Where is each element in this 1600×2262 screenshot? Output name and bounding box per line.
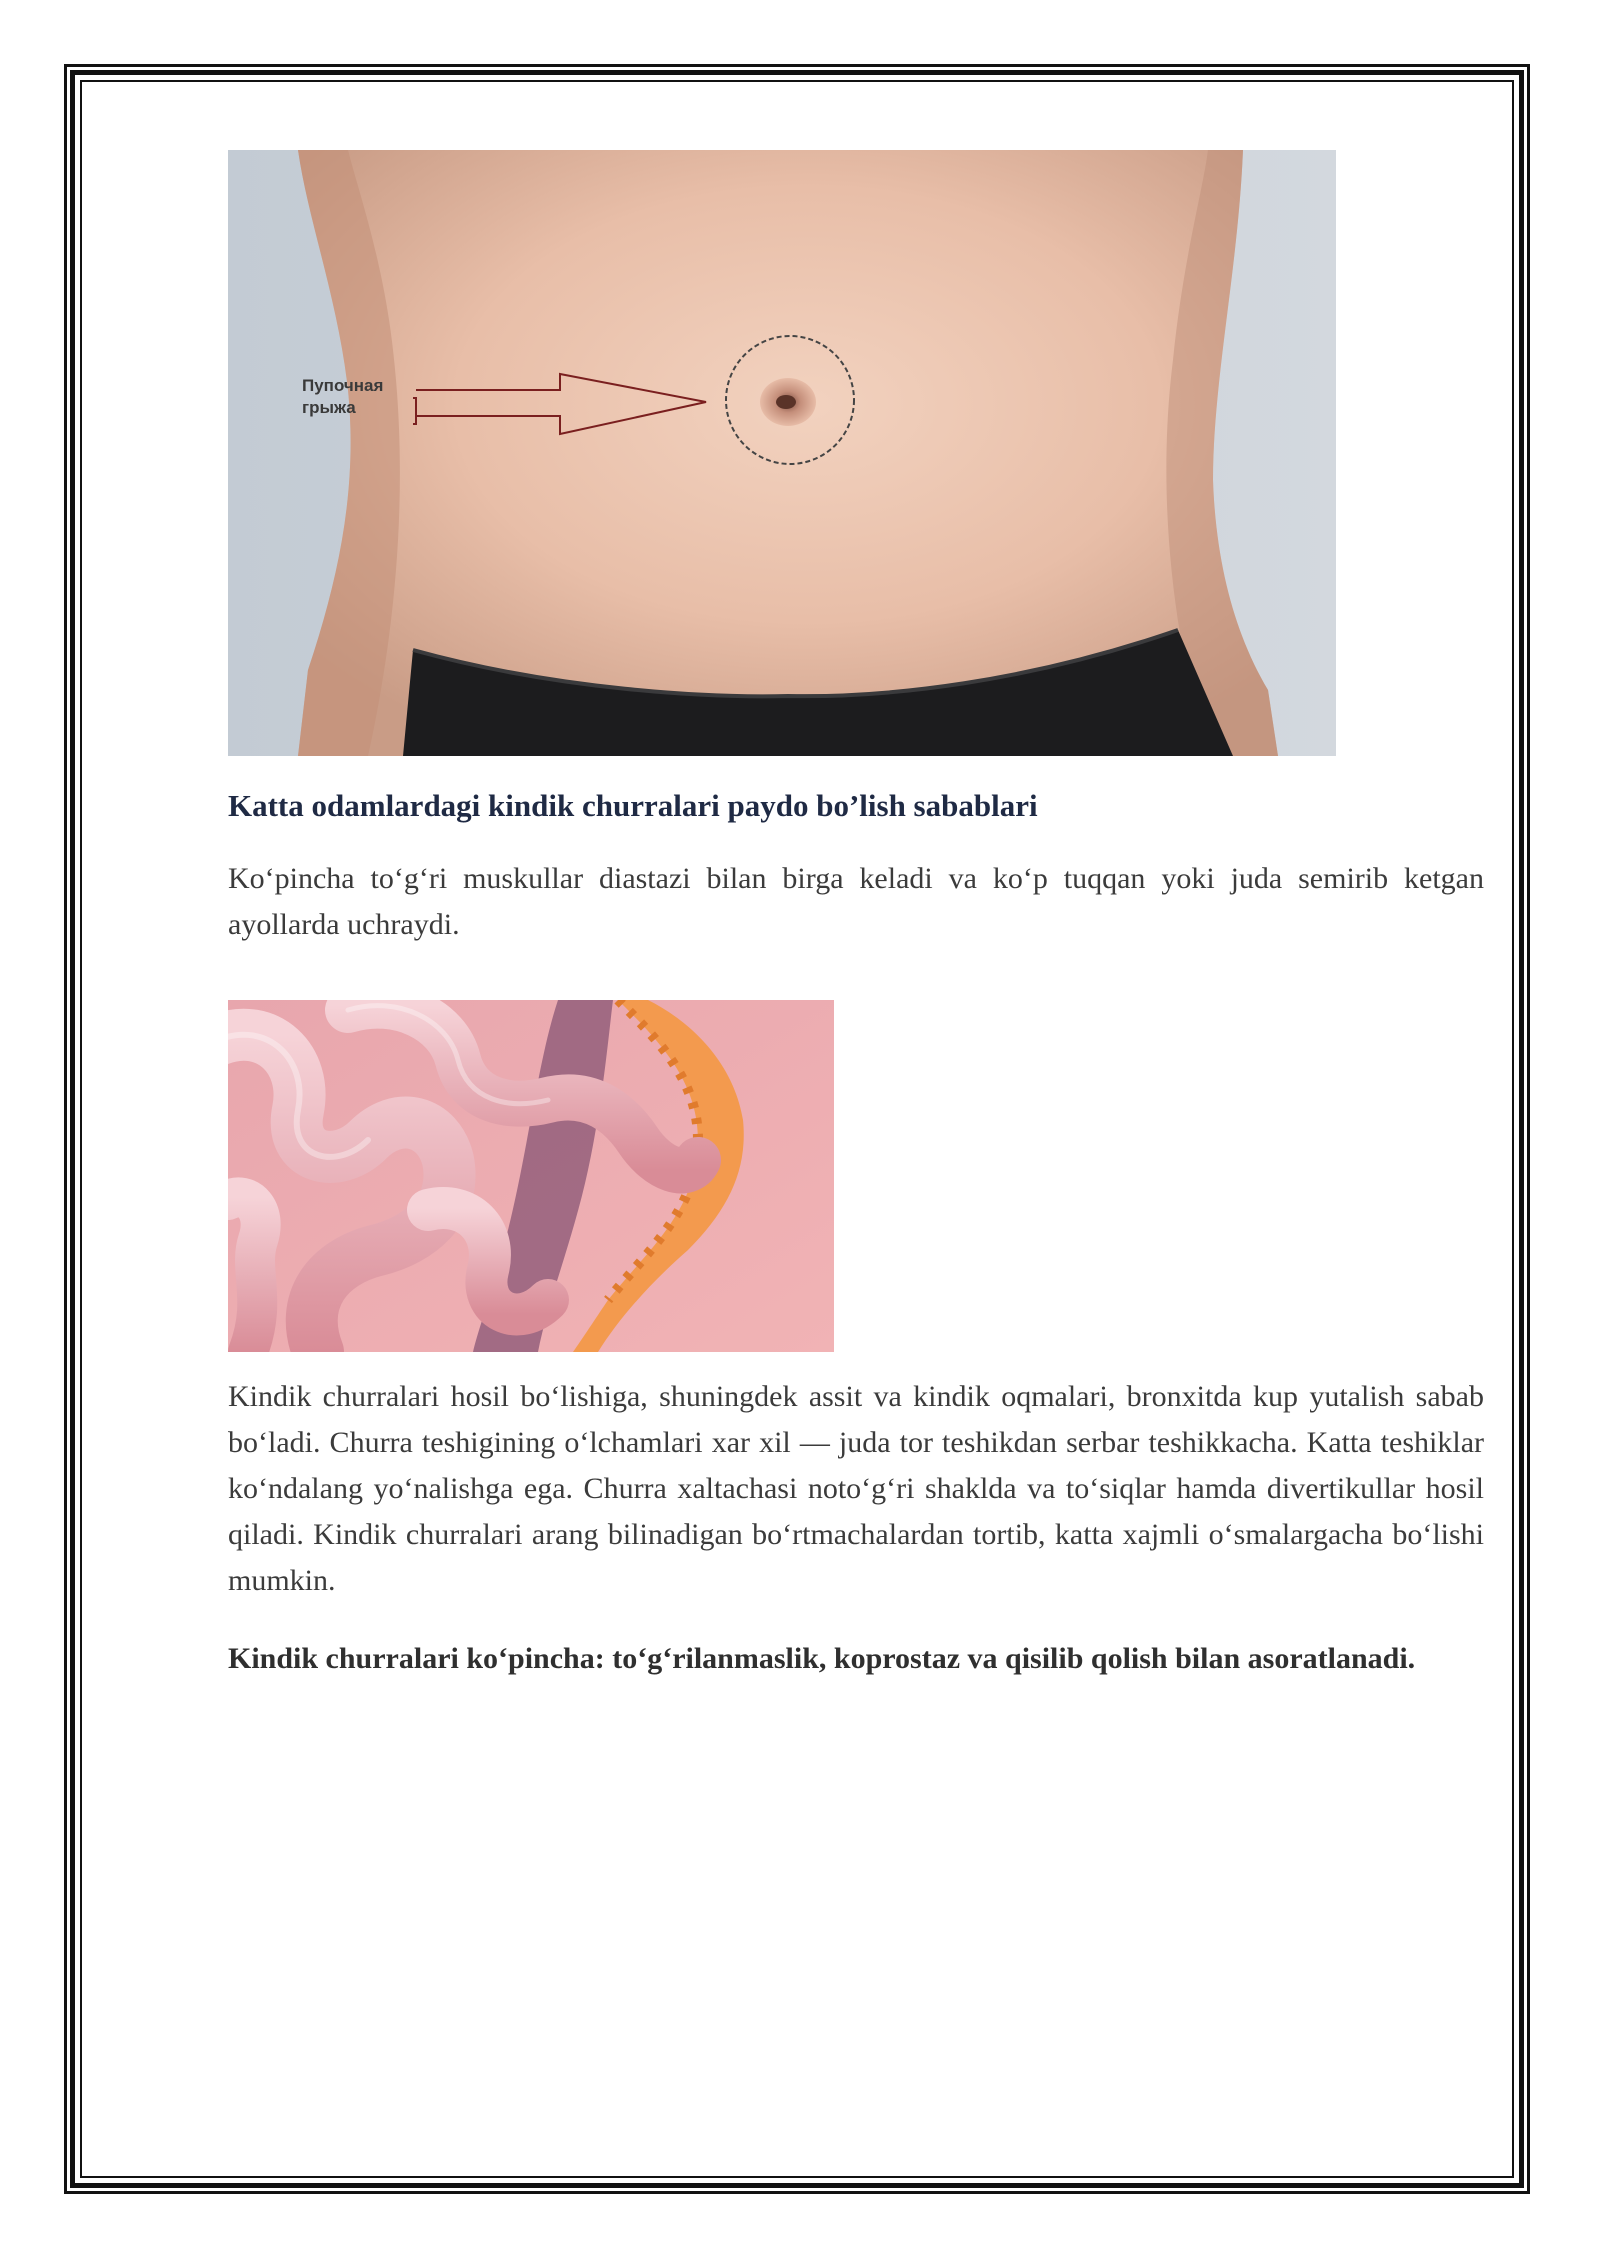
intestine-image <box>228 1000 834 1352</box>
figure-annotation <box>302 375 383 419</box>
umbilical-hernia-photo <box>228 150 1336 756</box>
document-content <box>228 150 1484 1682</box>
section-heading: Katta odamlardagi kindik churralari paydo bo’lish sabablari <box>228 788 1038 823</box>
paragraph-3-bold: Kindik churralari ko‘pincha: to‘g‘rilanmaslik, koprostaz va qisilib qolish bilan asoratlanadi. <box>228 1642 1416 1676</box>
paragraph-2: Kindik churralari hosil bo‘lishiga, shuningdek assit va kindik oqmalari, bronxitda kup yutalish sabab bo‘ladi. Churra teshigining o‘lchamlari xar xil — juda tor teshikdan serbar teshikkacha. Katta teshiklar ko‘ndalang yo‘nalishga ega. Churra xaltachasi noto‘g‘ri shaklda va to‘siqlar hamda divertikullar hosil qiladi. Kindik churralari arang bilinadigan bo‘rtmachalardan tortib, katta xajmli o‘smalargacha bo‘lishi mumkin. <box>228 1380 1484 1598</box>
annotation-line-2: грыжа <box>302 398 356 417</box>
intestine-hernia-illustration <box>228 1000 834 1352</box>
paragraph-1: Ko‘pincha to‘g‘ri muskullar diastazi bilan birga keladi va ko‘p tuqqan yoki juda semirib ketgan ayollarda uchraydi. <box>228 862 1484 942</box>
annotation-line-1: Пупочная <box>302 376 384 395</box>
abdomen-image <box>228 150 1336 756</box>
